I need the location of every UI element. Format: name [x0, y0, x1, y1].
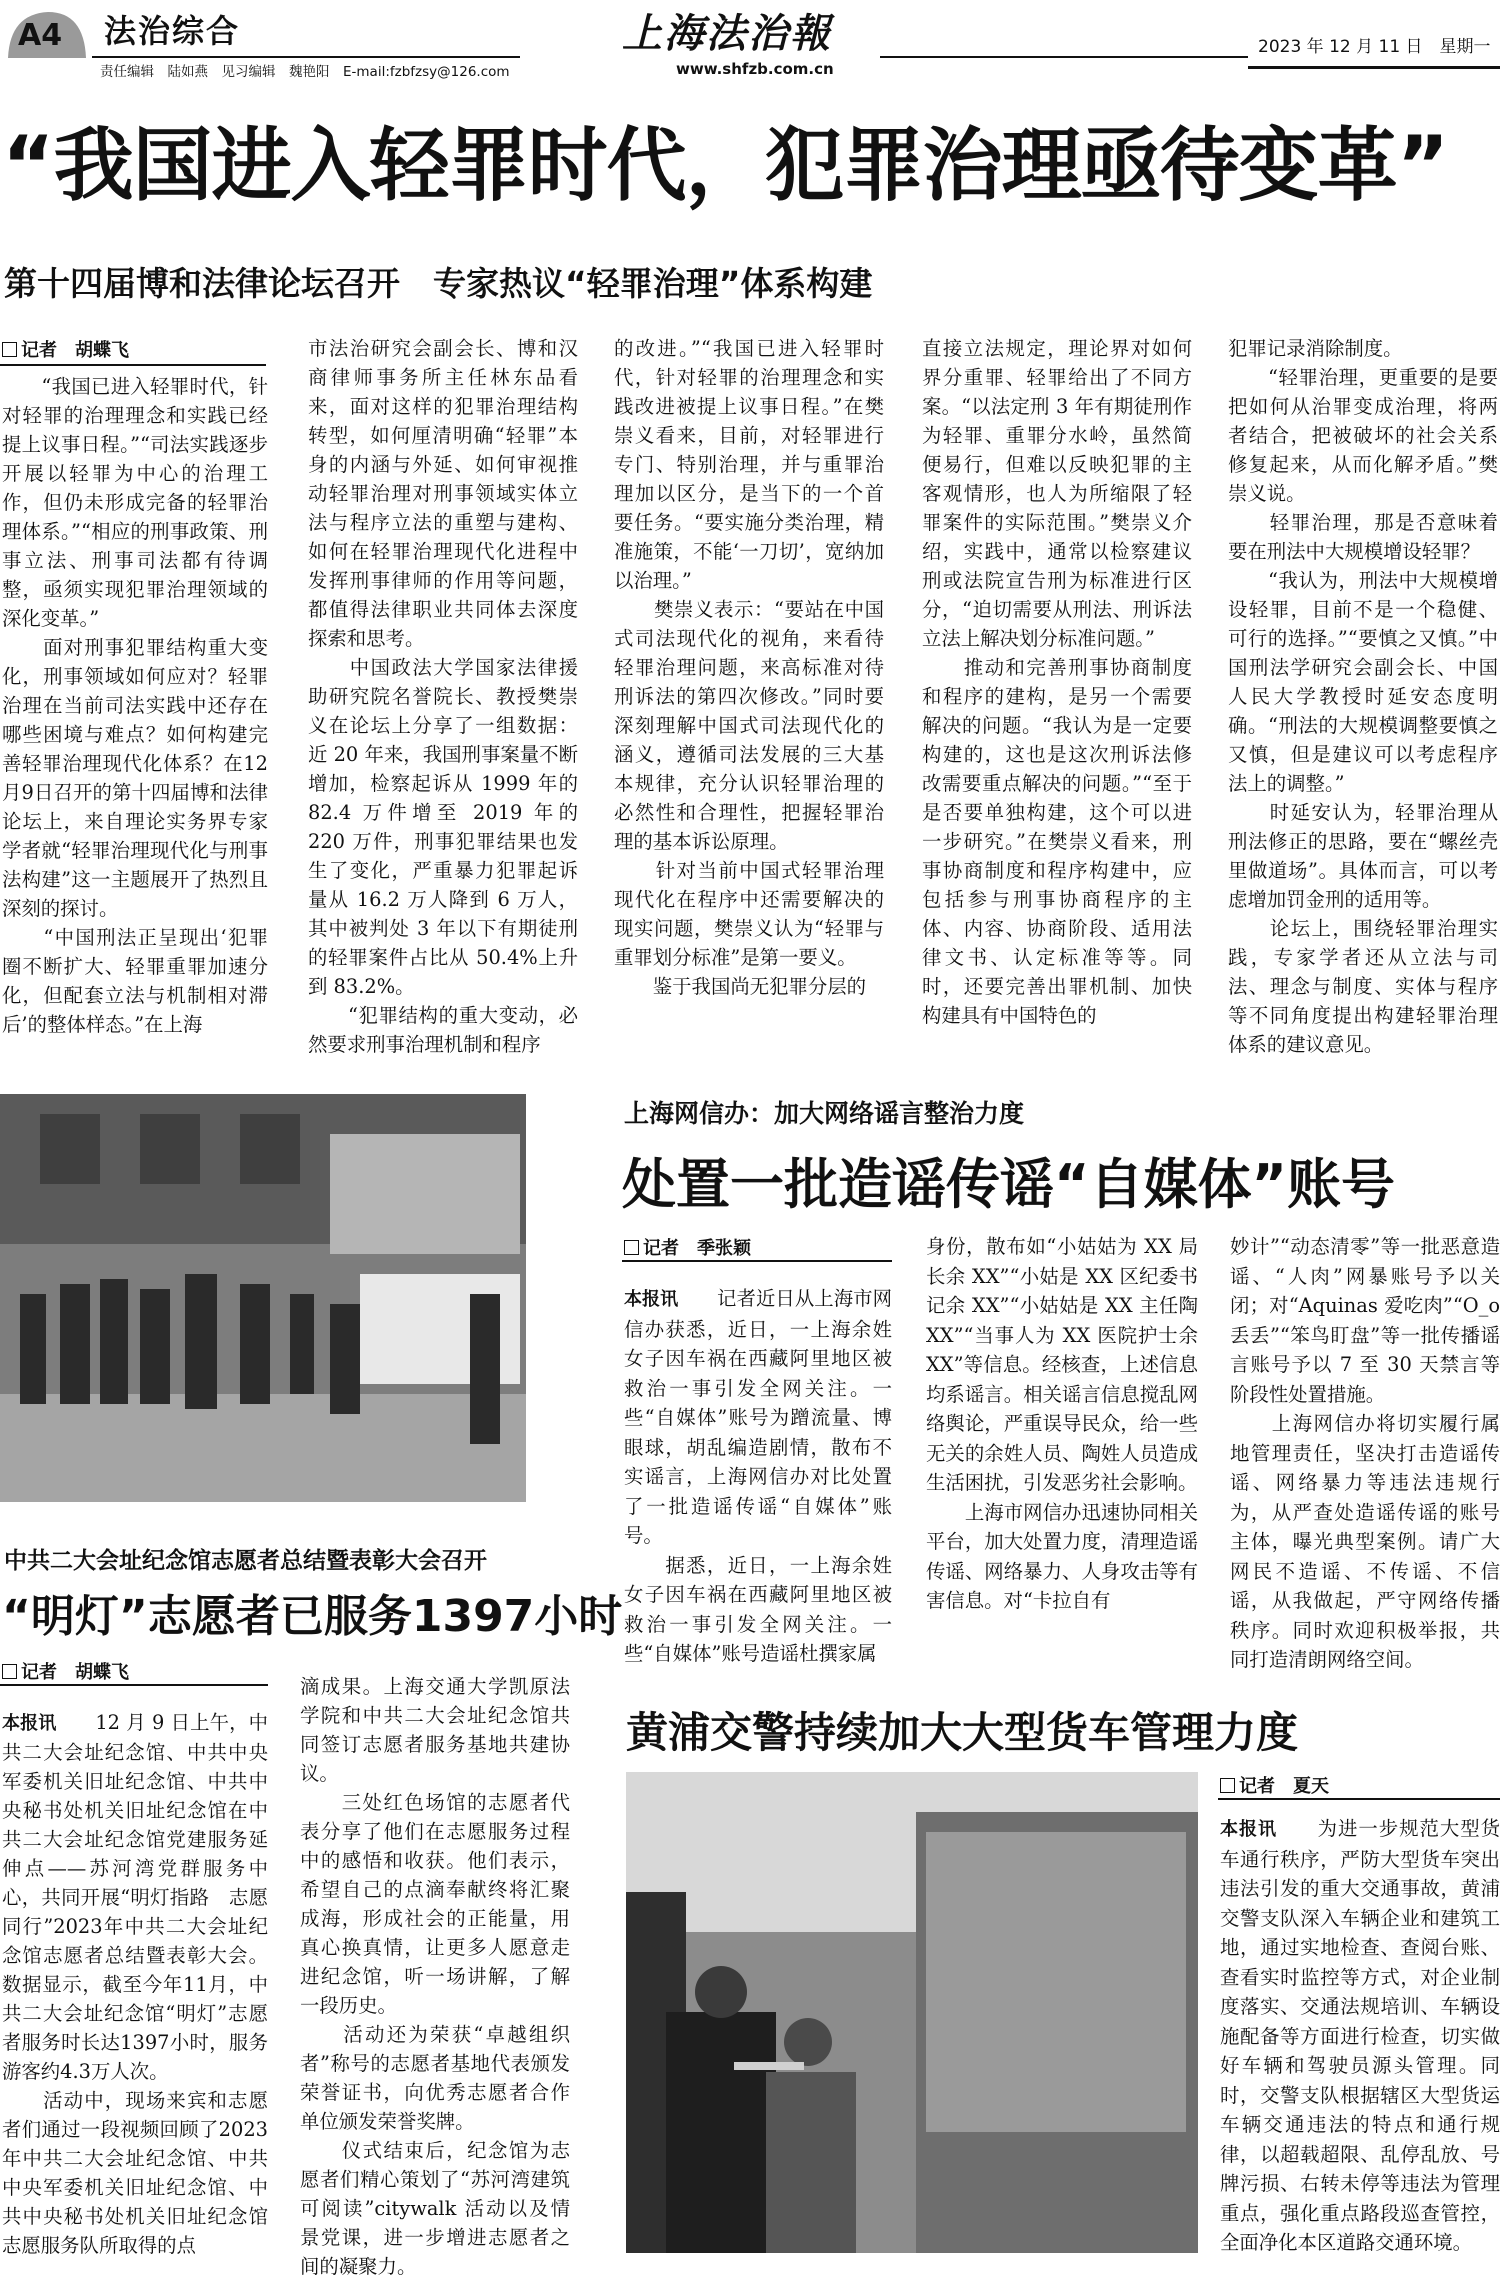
article3-column-3: 妙计”“动态清零”等一批恶意造谣、“人肉”网暴账号予以关闭；对“Aquinas 爱吃肉”“O_o 丢丢”“笨鸟盯盘”等一批传播谣言账号予以 7 至 30 天禁言等阶段性处置措施。 上海网信办将切实履行属地管理责任，坚决打击造谣传谣、网络暴力等违法违规行为，从严查处造谣传谣的账号主体，曝光典型案例。请广大网民不造谣、不传谣、不信谣，从我做起，严守网络传播秩序。同时欢迎积极举报，共同打造清朗网络空间。	[1230, 1235, 1500, 1671]
masthead	[0, 0, 1500, 80]
article2-column-2: 滴成果。上海交通大学凯原法学院和中共二大会址纪念馆共同签订志愿者服务基地共建协议。 三处红色场馆的志愿者代表分享了他们在志愿服务过程中的感悟和收获。他们表示，希望自己的点滴奉献终将汇聚成海，形成社会的正能量，用真心换真情，让更多人愿意走进纪念馆，听一场讲解，了解一段历史。 活动还为荣获“卓越组织者”称号的志愿者基地代表颁发荣誉证书，向优秀志愿者合作单位颁发荣誉奖牌。 仪式结束后，纪念馆为志愿者们精心策划了“苏河湾建筑可阅读”citywalk 活动以及情景党课，进一步增进志愿者之间的凝聚力。	[300, 1675, 570, 2278]
section-title: 法治综合	[104, 12, 241, 50]
article1-subhead: 第十四届博和法律论坛召开 专家热议“轻罪治理”体系构建	[4, 264, 873, 303]
masthead-rule-right	[880, 56, 1248, 58]
article1-byline	[2, 336, 129, 362]
article-traffic	[622, 1700, 1500, 2253]
byline-underline	[622, 1260, 892, 1262]
byline-underline	[0, 364, 266, 366]
issue-date: 2023 年 12 月 11 日 星期一	[1258, 37, 1491, 57]
byline-name: 胡蝶飞	[75, 1662, 129, 1683]
article4-lead: 本报讯	[1220, 1819, 1277, 1840]
article2-column-1	[2, 1708, 269, 2257]
masthead-rule-date	[1248, 66, 1500, 69]
byline-label: 记者	[21, 1662, 57, 1683]
article-volunteers	[0, 1094, 623, 2278]
article1-column-3: 的改进。”“我国已进入轻罪时代，针对轻罪的治理理念和实践改进被提上议事日程。”在樊崇义看来，目前，对轻罪进行专门、特别治理，并与重罪治理加以区分，是当下的一个首要任务。“要实施分类治理，精准施策，不能‘一刀切’，宽纳加以治理。” 樊崇义表示：“要站在中国式司法现代化的视角，来看待轻罪治理问题，来高标准对待刑诉法的第四次修改。”同时要深刻理解中国式司法现代化的涵义，遵循司法发展的三大基本规律，充分认识轻罪治理的必然性和合理性，把握轻罪治理的基本诉讼原理。 针对当前中国式轻罪治理现代化在程序中还需要解决的现实问题，樊崇义认为“轻罪与重罪划分标准”是第一要义。 鉴于我国尚无犯罪分层的	[614, 337, 884, 998]
byline-label: 记者	[21, 340, 57, 361]
article2-headline: “明灯”志愿者已服务1397小时	[2, 1591, 623, 1642]
byline-underline	[0, 1684, 268, 1686]
article3-column-1	[624, 1284, 892, 1684]
article2-lead: 本报讯	[2, 1713, 57, 1734]
page-number: A4	[18, 18, 63, 53]
article1-column-2: 市法治研究会副会长、博和汉商律师事务所主任林东品看来，面对这样的犯罪治理结构转型，如何厘清明确“轻罪”本身的内涵与外延、如何审视推动轻罪治理对刑事领域实体立法与程序立法的重塑与建构、如何在轻罪治理现代化进程中发挥刑事律师的作用等问题，都值得法律职业共同体去深度探索和思考。 中国政法大学国家法律援助研究院名誉院长、教授樊崇义在论坛上分享了一组数据：近 20 年来，我国刑事案量不断增加，检察起诉从 1999 年的 82.4 万件增至 2019 年的 220 万件，刑事犯罪结果也发生了变化，严重暴力犯罪起诉量从 16.2 万人降到 6 万人，其中被判处 3 年以下有期徒刑的轻罪案件占比从 50.4%上升到 83.2%。 “犯罪结构的重大变动，必然要求刑事治理机制和程序	[308, 337, 578, 1056]
byline-label: 记者	[643, 1238, 679, 1259]
byline-box-icon	[624, 1240, 639, 1255]
traffic-photo	[626, 1772, 1198, 2253]
byline-box-icon	[2, 1664, 17, 1679]
article4-byline	[1220, 1772, 1329, 1798]
article3-column-2: 身份，散布如“小姑姑为 XX 局长余 XX”“小姑是 XX 区纪委书记余 XX”“小姑姑是 XX 主任陶 XX”“当事人为 XX 医院护士余 XX”等信息。经核查，上述信息均系谣言。相关谣言信息搅乱网络舆论，严重误导民众，给一些无关的余姓人员、陶姓人员造成生活困扰，引发恶劣社会影响。 上海市网信办迅速协同相关平台，加大处置力度，清理造谣传谣、网络暴力、人身攻击等有害信息。对“卡拉自有	[926, 1235, 1198, 1612]
article3-column-1-text: 记者近日从上海市网信办获悉，近日，一上海余姓女子因车祸在西藏阿里地区被救治一事引发全网关注。一些“自媒体”账号为蹭流量、博眼球，胡乱编造剧情，散布不实谣言，上海网信办对比处置了一批造谣传谣“自媒体”账号。 据悉，近日，一上海余姓女子因车祸在西藏阿里地区被救治一事引发全网关注。一些“自媒体”账号造谣杜撰家属	[624, 1287, 893, 1665]
article4-headline: 黄浦交警持续加大大型货车管理力度	[626, 1708, 1299, 1757]
article4-body-text: 为进一步规范大型货车通行秩序，严防大型货车突出违法引发的重大交通事故，黄浦交警支队深入车辆企业和建筑工地，通过实地检查、查阅台账、查看实时监控等方式，对企业制度落实、交通法规培训、车辆设施配备等方面进行检查，切实做好车辆和驾驶员源头管理。同时，交警支队根据辖区大型货运车辆交通违法的特点和通行规律，以超载超限、乱停乱放、号牌污损、右转未停等违法为管理重点，强化重点路段巡查管控，全面净化本区道路交通环境。	[1220, 1817, 1500, 2254]
page-number-badge	[4, 6, 88, 62]
article1-column-1: “我国已进入轻罪时代，针对轻罪的治理理念和实践已经提上议事日程。”“司法实践逐步开展以轻罪为中心的治理工作，但仍未形成完备的轻罪治理体系。”“相应的刑事政策、刑事立法、刑事司法都有待调整，亟须实现犯罪治理领域的深化变革。” 面对刑事犯罪结构重大变化，刑事领域如何应对？轻罪治理在当前司法实践中还存在哪些困境与难点？如何构建完善轻罪治理现代化体系？在12月9日召开的第十四届博和法律论坛上，来自理论实务界专家学者就“轻罪治理现代化与刑事法构建”这一主题展开了热烈且深刻的探讨。 “中国刑法正呈现出‘犯罪圈不断扩大、轻罪重罪加速分化，但配套立法与机制相对滞后’的整体样态。”在上海	[2, 375, 268, 1036]
article2-kicker: 中共二大会址纪念馆志愿者总结暨表彰大会召开	[4, 1548, 487, 1574]
paper-name: 上海法治報	[622, 10, 832, 57]
article3-lead: 本报讯	[624, 1289, 679, 1310]
website[interactable]: www.shfzb.com.cn	[676, 60, 834, 78]
article3-headline: 处置一批造谣传谣“自媒体”账号	[622, 1153, 1395, 1216]
byline-box-icon	[1220, 1778, 1235, 1793]
article1-column-5: 犯罪记录消除制度。 “轻罪治理，更重要的是要把如何从治罪变成治理，将两者结合，把被破坏的社会关系修复起来，从而化解矛盾。”樊崇义说。 轻罪治理，那是否意味着要在刑法中大规模增设轻罪？ “我认为，刑法中大规模增设轻罪，目前不是一个稳健、可行的选择。”“要慎之又慎。”中国刑法学研究会副会长、中国人民大学教授时延安态度明确。“刑法的大规模调整要慎之又慎，但是建议可以考虑程序法上的调整。” 时延安认为，轻罪治理从刑法修正的思路，要在“螺丝壳里做道场”。具体而言，可以考虑增加罚金刑的适用等。 论坛上，围绕轻罪治理实践，专家学者还从立法与司法、理念与制度、实体与程序等不同角度提出构建轻罪治理体系的建议意见。	[1228, 337, 1498, 1056]
article3-kicker: 上海网信办：加大网络谣言整治力度	[624, 1099, 1025, 1128]
photo-icon	[0, 1094, 526, 1502]
article1-headline: “我国进入轻罪时代，犯罪治理亟待变革”	[2, 119, 1449, 212]
volunteer-photo	[0, 1094, 526, 1502]
byline-name: 胡蝶飞	[75, 340, 129, 361]
byline-label: 记者	[1239, 1776, 1275, 1797]
article-light-crime	[0, 100, 1500, 1056]
article1-column-4: 直接立法规定，理论界对如何界分重罪、轻罪给出了不同方案。“以法定刑 3 年有期徒刑作为轻罪、重罪分水岭，虽然简便易行，但难以反映犯罪的主客观情形，也人为所缩限了轻罪案件的实际范围。”樊崇义介绍，实践中，通常以检察建议刑或法院宣告刑为标准进行区分，“迫切需要从刑法、刑诉法立法上解决划分标准问题。” 推动和完善刑事协商制度和程序的建构，是另一个需要解决的问题。“我认为是一定要构建的，这也是这次刑诉法修改需要重点解决的问题。”“至于是否要单独构建，这个可以进一步研究。”在樊崇义看来，刑事协商制度和程序构建中，应包括参与刑事协商程序的主体、内容、协商阶段、适用法律文书、认定标准等等。同时，还要完善出罪机制、加快构建具有中国特色的	[922, 337, 1192, 1027]
byline-underline	[1218, 1798, 1500, 1800]
article3-byline	[624, 1234, 751, 1260]
article2-byline	[2, 1658, 129, 1684]
photo-icon	[626, 1772, 1198, 2253]
byline-name: 季张颖	[697, 1238, 751, 1259]
masthead-rule-left	[92, 56, 520, 58]
article2-column-1-text: 12 月 9 日上午，中共二大会址纪念馆、中共中央军委机关旧址纪念馆、中共中央秘书处机关旧址纪念馆在中共二大会址纪念馆党建服务延伸点——苏河湾党群服务中心，共同开展“明灯指路 志愿同行”2023年中共二大会址纪念馆志愿者总结暨表彰大会。数据显示，截至今年11月，中共二大会址纪念馆“明灯”志愿者服务时长达1397小时，服务游客约4.3万人次。 活动中，现场来宾和志愿者们通过一段视频回顾了2023 年中共二大会址纪念馆、中共中央军委机关旧址纪念馆、中共中央秘书处机关旧址纪念馆志愿服务队所取得的点	[2, 1711, 269, 2257]
article-rumors	[622, 1094, 1500, 1694]
byline-box-icon	[2, 342, 17, 357]
article4-body	[1220, 1814, 1500, 2253]
editor-credits: 责任编辑 陆如燕 见习编辑 魏艳阳 E-mail:fzbfzsy@126.com	[100, 64, 510, 80]
byline-name: 夏天	[1293, 1776, 1329, 1797]
